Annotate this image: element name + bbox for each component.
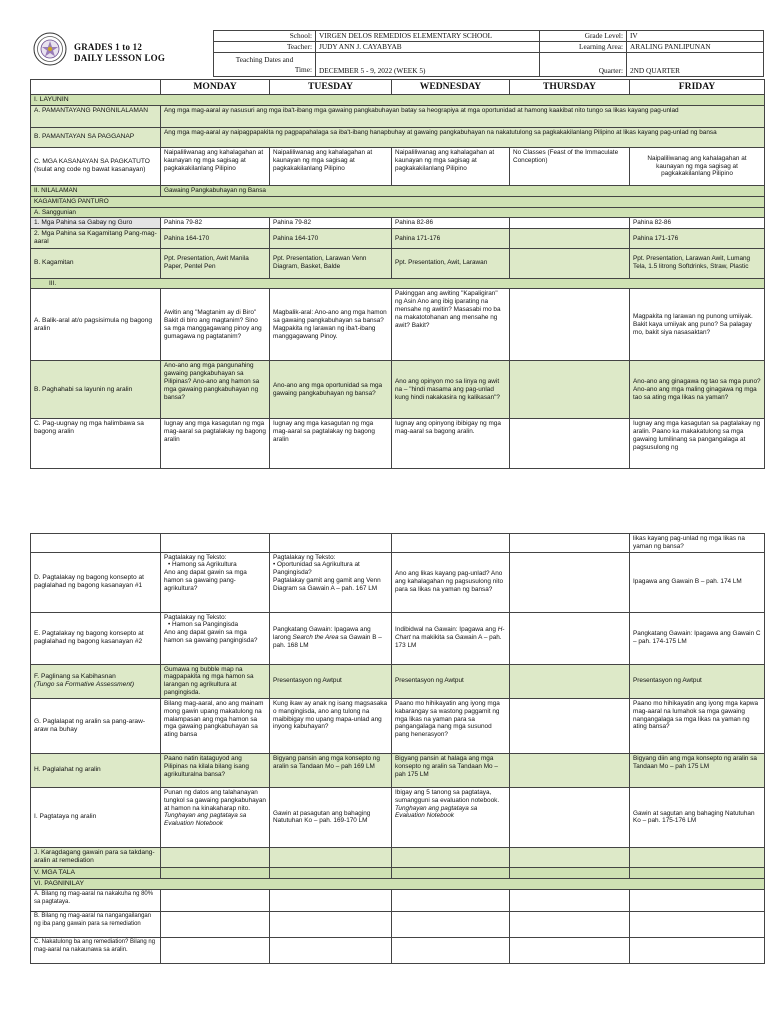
grade-level-label: Grade Level: [540,31,627,42]
kagamitan-friday: Ppt. Presentation, Larawan Awit, Lumang Tela, 1.5 litrong Softdrinks, Straw, Plastic [630,248,765,278]
paglalahat-tuesday: Bigyang pansin ang mga konsepto ng aralin sa Tandaan Mo – pah 169 LM [270,753,392,787]
mga-tala-friday [630,867,765,878]
paglalahat-friday: Bigyang diin ang mga konsepto ng aralin sa Tandaan Mo – pah 175 LM [630,753,765,787]
paghahabi-tuesday: Ano-ano ang mga oportunidad sa mga gawaing pangkabuhayan ng bansa? [270,361,392,419]
kabihasnan-friday: Presentasyon ng Awtput [630,664,765,698]
teaching-dates-label-1: Teaching Dates and [235,54,294,64]
paglalapat-friday: Paano mo hihikayatin ang iyong mga kapwa mag-aaral na lumahok sa mga gawaing nangangalaga sa mga likas na yaman ng ating bansa? [630,698,765,753]
pagtalakay-1-tuesday-rest: Pagtalakay gamit ang gamit ang Venn Diagram sa Gawain A – pah. 167 LM [273,577,381,592]
kasanayan-thursday: No Classes (Feast of the Immaculate Conception) [510,147,630,185]
teacher-label: Teacher: [214,42,316,53]
karagdagang-gawain-thursday [510,847,630,867]
gabay-ng-guro-label: 1. Mga Pahina sa Gabay ng Guro [31,218,161,229]
pagninilay-row-a-thursday [510,890,630,912]
balik-aral-friday: Magpakita ng larawan ng punong umiiyak. Bakit kaya umiiyak ang puno? Sa palagay mo, bakit siya nasasaktan? [630,289,765,361]
pagtalakay-2-tuesday-b: sa Gawain B – pah. 168 LM [273,634,382,650]
karagdagang-gawain-tuesday [270,847,392,867]
kagamitan-monday: Ppt. Presentation, Awit Manila Paper, Pentel Pen [161,248,270,278]
section-nilalaman: II. NILALAMAN [31,185,161,196]
kagamitan-wednesday: Ppt. Presentation, Awit, Larawan [392,248,510,278]
pag-uugnay-friday: Iugnay ang mga kasagutan sa pagtalakay ng aralin. Paano ka makakatulong sa mga gawaing lumilinang sa pangangalaga at pagsusulong ng [630,419,765,469]
pagtalakay-1-monday-intro: Pagtalakay ng Teksto: [164,553,227,561]
paglalapat-label: G. Paglalapat ng aralin sa pang-araw-araw na buhay [31,698,161,753]
pagtalakay-2-monday-rest: Ano ang dapat gawin sa mga hamon sa gawaing pangingisda? [164,629,258,645]
title-daily-lesson-log: DAILY LESSON LOG [74,53,166,63]
pag-uugnay-tuesday: Iugnay ang mga kasagutan ng mga mag-aaral sa pagtalakay ng bagong aralin [270,419,392,469]
pagtalakay-2-monday-bullet [164,621,266,629]
pag-uugnay-thursday [510,419,630,469]
paghahabi-monday: Ano-ano ang mga pangunahing gawaing pangkabuhayan sa Pilipinas? Ano-ano ang hamon sa mga gawaing pangkabuhayan ng bansa? [161,361,270,419]
pagtalakay-2-wednesday-italic: H-Chart [395,626,505,642]
pagtataya-thursday [510,787,630,847]
pagtataya-monday-text: Punan ng datos ang talahanayan tungkol sa gawaing pangkabuhayan at hamon na kinakaharap nito. [164,788,266,812]
pagtalakay-1-monday-bullet [164,561,266,569]
pagtalakay-1-wednesday: Ano ang likas kayang pag-unlad? Ano ang kahalagahan ng pagsusulong nito para sa likas na yaman ng bansa? [392,552,510,612]
pagtalakay-1-tuesday-intro: Pagtalakay ng Teksto: [273,553,336,561]
section-pagninilay: VI. PAGNINILAY [31,879,765,890]
pagtataya-wednesday-italic: Tunghayan ang pagtataya sa Evaluation Notebook [395,804,478,820]
pagtalakay-2-tuesday-italic: Search the Area [292,634,339,642]
title-grades: GRADES 1 to 12 [74,42,143,52]
pagtalakay-2-thursday [510,612,630,664]
paglalapat-wednesday: Paano mo hihikayatin ang iyong mga kabarangay sa wastong paggamit ng mga likas na yaman para sa pangangalaga nang mga susunod pang henerasyon? [392,698,510,753]
pagninilay-row-c-wednesday [392,938,510,964]
lesson-table-part-1 [30,79,765,469]
pagtalakay-2-wednesday [392,612,510,664]
continuation-wednesday [392,534,510,553]
pagninilay-row-c-thursday [510,938,630,964]
day-header-blank [31,80,161,95]
pamantayan-sa-pagganap-value: Ang mga mag-aaral ay naipagpapakita ng pagpapahalaga sa iba't-ibang hanapbuhay at gawaing pangkabuhayan na nakatutulong sa pagkakakilanlang Pilipino at likas kayang pag-unlad ng bansa [161,127,765,147]
pagninilay-row-a-friday [630,890,765,912]
grade-level-value: IV [627,31,764,42]
kabihasnan-tuesday: Presentasyon ng Awtput [270,664,392,698]
school-label: School: [214,31,316,42]
paghahabi-wednesday: Ano ang opinyon mo sa linya ng awit na – "hindi masama ang pag-unlad kung hindi nakakasira ng kalikasan"? [392,361,510,419]
day-header-wednesday: WEDNESDAY [392,80,510,95]
pagtataya-label: I. Pagtataya ng aralin [31,787,161,847]
pagtalakay-2-monday-intro: Pagtalakay ng Teksto: [164,613,227,621]
pagtalakay-1-monday [161,552,270,612]
quarter-value: 2ND QUARTER [627,53,764,77]
pag-uugnay-label: C. Pag-uugnay ng mga halimbawa sa bagong aralin [31,419,161,469]
pagninilay-row-b-label: B. Bilang ng mag-aaral na nangangailangan ng iba pang gawain para sa remediation [31,912,161,938]
balik-aral-wednesday: Pakinggan ang awiting "Kapaligiran" ng Asin Ano ang ibig iparating na mensahe ng awitin? Masasabi mo ba na makatotohanan ang mensahe ng awit? Bakit? [392,289,510,361]
teaching-dates-label [214,53,316,77]
pagninilay-row-a-label: A. Bilang ng mag-aaral na nakakuha ng 80% sa pagtataya. [31,890,161,912]
paglalapat-monday: Bilang mag-aaral, ano ang mainam mong gawin upang makatulong na malampasan ang mga hamon sa mga gawaing pangkabuhayan sa ating bansa [161,698,270,753]
quarter-label: Quarter: [540,53,627,77]
gabay-ng-guro-tuesday: Pahina 79-82 [270,218,392,229]
section-mga-tala: V. MGA TALA [31,867,161,878]
kagamitan-tuesday: Ppt. Presentation, Larawan Venn Diagram, Basket, Balde [270,248,392,278]
karagdagang-gawain-monday [161,847,270,867]
pagninilay-row-c-friday [630,938,765,964]
pagtalakay-1-label: D. Pagtalakay ng bagong konsepto at paglalahad ng bagong kasanayan #1 [31,552,161,612]
lesson-table-part-2 [30,533,765,964]
pagtalakay-1-monday-bullet-text: • Hamong sa Agrikultura [168,561,237,568]
deped-seal-icon [33,32,67,66]
kasanayan-label: C. MGA KASANAYAN SA PAGKATUTO (Isulat ang code ng bawat kasanayan) [31,147,161,185]
day-header-monday: MONDAY [161,80,270,95]
kabihasnan-thursday [510,664,630,698]
paglalahat-thursday [510,753,630,787]
day-header-thursday: THURSDAY [510,80,630,95]
karagdagang-gawain-friday [630,847,765,867]
gabay-ng-guro-friday: Pahina 82-86 [630,218,765,229]
pagtalakay-2-monday [161,612,270,664]
kabihasnan-monday: Gumawa ng bubble map na magpapakita ng mga hamon sa larangan ng agrikultura at pangingisda. [161,664,270,698]
mga-tala-thursday [510,867,630,878]
nilalaman-value: Gawaing Pangkabuhayan ng Bansa [161,185,765,196]
kabihasnan-wednesday: Presentasyon ng Awtput [392,664,510,698]
day-header-tuesday: TUESDAY [270,80,392,95]
pag-uugnay-wednesday: Iugnay ang opinyong ibibigay ng mga mag-aaral sa bagong aralin. [392,419,510,469]
header-info-table [213,30,764,77]
pagtalakay-1-monday-rest: Ano ang dapat gawin sa mga hamon sa gawaing pang-agrikultura? [164,569,247,592]
pagninilay-row-a-wednesday [392,890,510,912]
balik-aral-thursday [510,289,630,361]
continuation-monday [161,534,270,553]
paglalahat-label: H. Paglalahat ng aralin [31,753,161,787]
teaching-dates-value: DECEMBER 5 - 9, 2022 (WEEK 5) [316,53,540,77]
gabay-ng-guro-wednesday: Pahina 82-86 [392,218,510,229]
teaching-dates-label-2: Time: [294,64,312,74]
section-kagamitang-panturo: KAGAMITANG PANTURO [31,196,765,207]
paglalahat-monday: Paano natin itataguyod ang Pilipinas na kilala bilang isang agrikulturalna bansa? [161,753,270,787]
pagtataya-wednesday [392,787,510,847]
pagtalakay-1-tuesday-bullet-text: • Oportunidad sa Agrikultura at Pangingisda? [273,561,360,576]
karagdagang-gawain-wednesday [392,847,510,867]
day-header-friday: FRIDAY [630,80,765,95]
paglalapat-tuesday: Kung ikaw ay anak ng isang magsasaka o mangingisda, ano ang tulong na maibibigay mo upang mapa-unlad ang inyong kabuhayan? [270,698,392,753]
pagtataya-wednesday-text: Ibigay ang 5 tanong sa pagtataya, sumangguni sa evaluation notebook. [395,788,500,804]
kasanayan-tuesday: Naipaliliwanag ang kahalagahan at kaunayan ng mga sagisag at pagkakakilanlang Pilipino [270,147,392,185]
paghahabi-label: B. Paghahabi sa layunin ng aralin [31,361,161,419]
mga-tala-tuesday [270,867,392,878]
pagtataya-tuesday: Gawin at pasagutan ang bahaging Natutuhan Ko – pah. 169-170 LM [270,787,392,847]
kagamitang-pang-magaaral-thursday [510,229,630,248]
kasanayan-wednesday: Naipaliliwanag ang kahalagahan at kaunayan ng mga sagisag at pagkakakilanlang Pilipino [392,147,510,185]
pagtataya-monday-italic: Tunghayan ang pagtataya sa Evaluation Notebook [164,812,247,828]
kabihasnan-label-main: F. Paglinang sa Kabihasnan [34,673,116,681]
kagamitang-pang-magaaral-monday: Pahina 164-170 [161,229,270,248]
kabihasnan-label-italic: (Tungo sa Formative Assessment) [34,681,135,689]
paghahabi-thursday [510,361,630,419]
continuation-tuesday [270,534,392,553]
gabay-ng-guro-monday: Pahina 79-82 [161,218,270,229]
balik-aral-label: A. Balik-aral at/o pagsisimula ng bagong aralin [31,289,161,361]
pagninilay-row-b-tuesday [270,912,392,938]
pagtalakay-2-wednesday-b: na makikita sa Gawain A – pah. 173 LM [395,634,502,650]
school-value: VIRGEN DELOS REMEDIOS ELEMENTARY SCHOOL [316,31,540,42]
balik-aral-tuesday: Magbalik-aral: Ano-ano ang mga hamon sa gawaing pangkabuhayan sa bansa? Magpakita ng larawan ng iba't-ibang manggagawang Pinoy. [270,289,392,361]
paglalapat-thursday [510,698,630,753]
pagninilay-row-a-monday [161,890,270,912]
mga-tala-wednesday [392,867,510,878]
kagamitan-thursday [510,248,630,278]
pagninilay-row-b-friday [630,912,765,938]
pagninilay-row-b-thursday [510,912,630,938]
paghahabi-friday: Ano-ano ang ginagawa ng tao sa mga puno? Ano-ano ang mga maling ginagawa ng mga tao sa ating mga likas na yaman? [630,361,765,419]
kagamitan-label: B. Kagamitan [31,248,161,278]
gabay-ng-guro-thursday [510,218,630,229]
pag-uugnay-monday: Iugnay ang mga kasagutan ng mga mag-aaral sa pagtalakay ng bagong aralin [161,419,270,469]
kasanayan-monday: Naipaliliwanag ang kahalagahan at kaunayan ng mga sagisag at pagkakakilanlang Pilipino [161,147,270,185]
continuation-thursday [510,534,630,553]
pagninilay-row-b-wednesday [392,912,510,938]
section-sanggunian: A. Sanggunian [31,207,765,218]
pamantayang-pangnilalaman-label: A. PAMANTAYANG PANGNILALAMAN [31,105,161,127]
karagdagang-gawain-label: J. Karagdagang gawain para sa takdang-aralin at remediation [31,847,161,867]
pagtalakay-2-tuesday-a: Pangkatang Gawain: Ipagawa ang larong [273,626,371,642]
logo-title-block [30,29,210,79]
section-iii: III. [31,278,765,289]
pagtalakay-2-monday-bullet-text: • Hamon sa Pangingisda [168,621,238,628]
pagninilay-row-c-monday [161,938,270,964]
kasanayan-friday: Naipaliliwanag ang kahalagahan at kaunayan ng mga sagisag at pagkakakilanlang Pilipino [630,147,765,185]
learning-area-value: ARALING PANLIPUNAN [627,42,764,53]
pagtataya-monday [161,787,270,847]
pagtalakay-1-tuesday-bullet [273,561,388,577]
balik-aral-monday: Awitin ang "Magtanim ay di Biro" Bakit di biro ang magtanim? Sino sa mga manggagawang pinoy ang gumagawa ng pagtatanim? [161,289,270,361]
kagamitang-pang-magaaral-wednesday: Pahina 171-176 [392,229,510,248]
kagamitang-pang-magaaral-label: 2. Mga Pahina sa Kagamitang Pang-mag-aaral [31,229,161,248]
paglalahat-wednesday: Bigyang pansin at halaga ang mga konsepto ng aralin sa Tandaan Mo – pah 175 LM [392,753,510,787]
continuation-blank [31,534,161,553]
kabihasnan-label [31,664,161,698]
pagtalakay-1-friday: Ipagawa ang Gawain B – pah. 174 LM [630,552,765,612]
mga-tala-monday [161,867,270,878]
learning-area-label: Learning Area: [540,42,627,53]
pagninilay-row-b-monday [161,912,270,938]
pagninilay-row-a-tuesday [270,890,392,912]
pagtataya-friday: Gawin at sagutan ang bahaging Natutuhan Ko – pah. 175-176 LM [630,787,765,847]
pagtalakay-2-tuesday [270,612,392,664]
pamantayang-pangnilalaman-value: Ang mga mag-aaral ay nasusuri ang mga iba't-ibang mga gawaing pangkabuhayan batay sa heograpiya at mga oportunidad at hamong kaakibat nito tungo sa likas kayang pag-unlad [161,105,765,127]
pagtalakay-2-label: E. Pagtalakay ng bagong konsepto at paglalahad ng bagong kasanayan #2 [31,612,161,664]
pagninilay-row-c-label: C. Nakatulong ba ang remediation? Bilang ng mag-aaral na nakaunawa sa aralin. [31,938,161,964]
pamantayan-sa-pagganap-label: B. PAMANTAYAN SA PAGGANAP [31,127,161,147]
continuation-friday: likas kayang pag-unlad ng mga likas na yaman ng bansa? [630,534,765,553]
pagtalakay-2-wednesday-a: Indibidwal na Gawain: Ipagawa ang [395,626,498,634]
pagtalakay-1-thursday [510,552,630,612]
pagninilay-row-c-tuesday [270,938,392,964]
teacher-value: JUDY ANN J. CAYABYAB [316,42,540,53]
pagtalakay-2-friday: Pangkatang Gawain: Ipagawa ang Gawain C – pah. 174-175 LM [630,612,765,664]
kagamitang-pang-magaaral-friday: Pahina 171-176 [630,229,765,248]
section-layunin: I. LAYUNIN [31,94,765,105]
kagamitang-pang-magaaral-tuesday: Pahina 164-170 [270,229,392,248]
pagtalakay-1-tuesday [270,552,392,612]
